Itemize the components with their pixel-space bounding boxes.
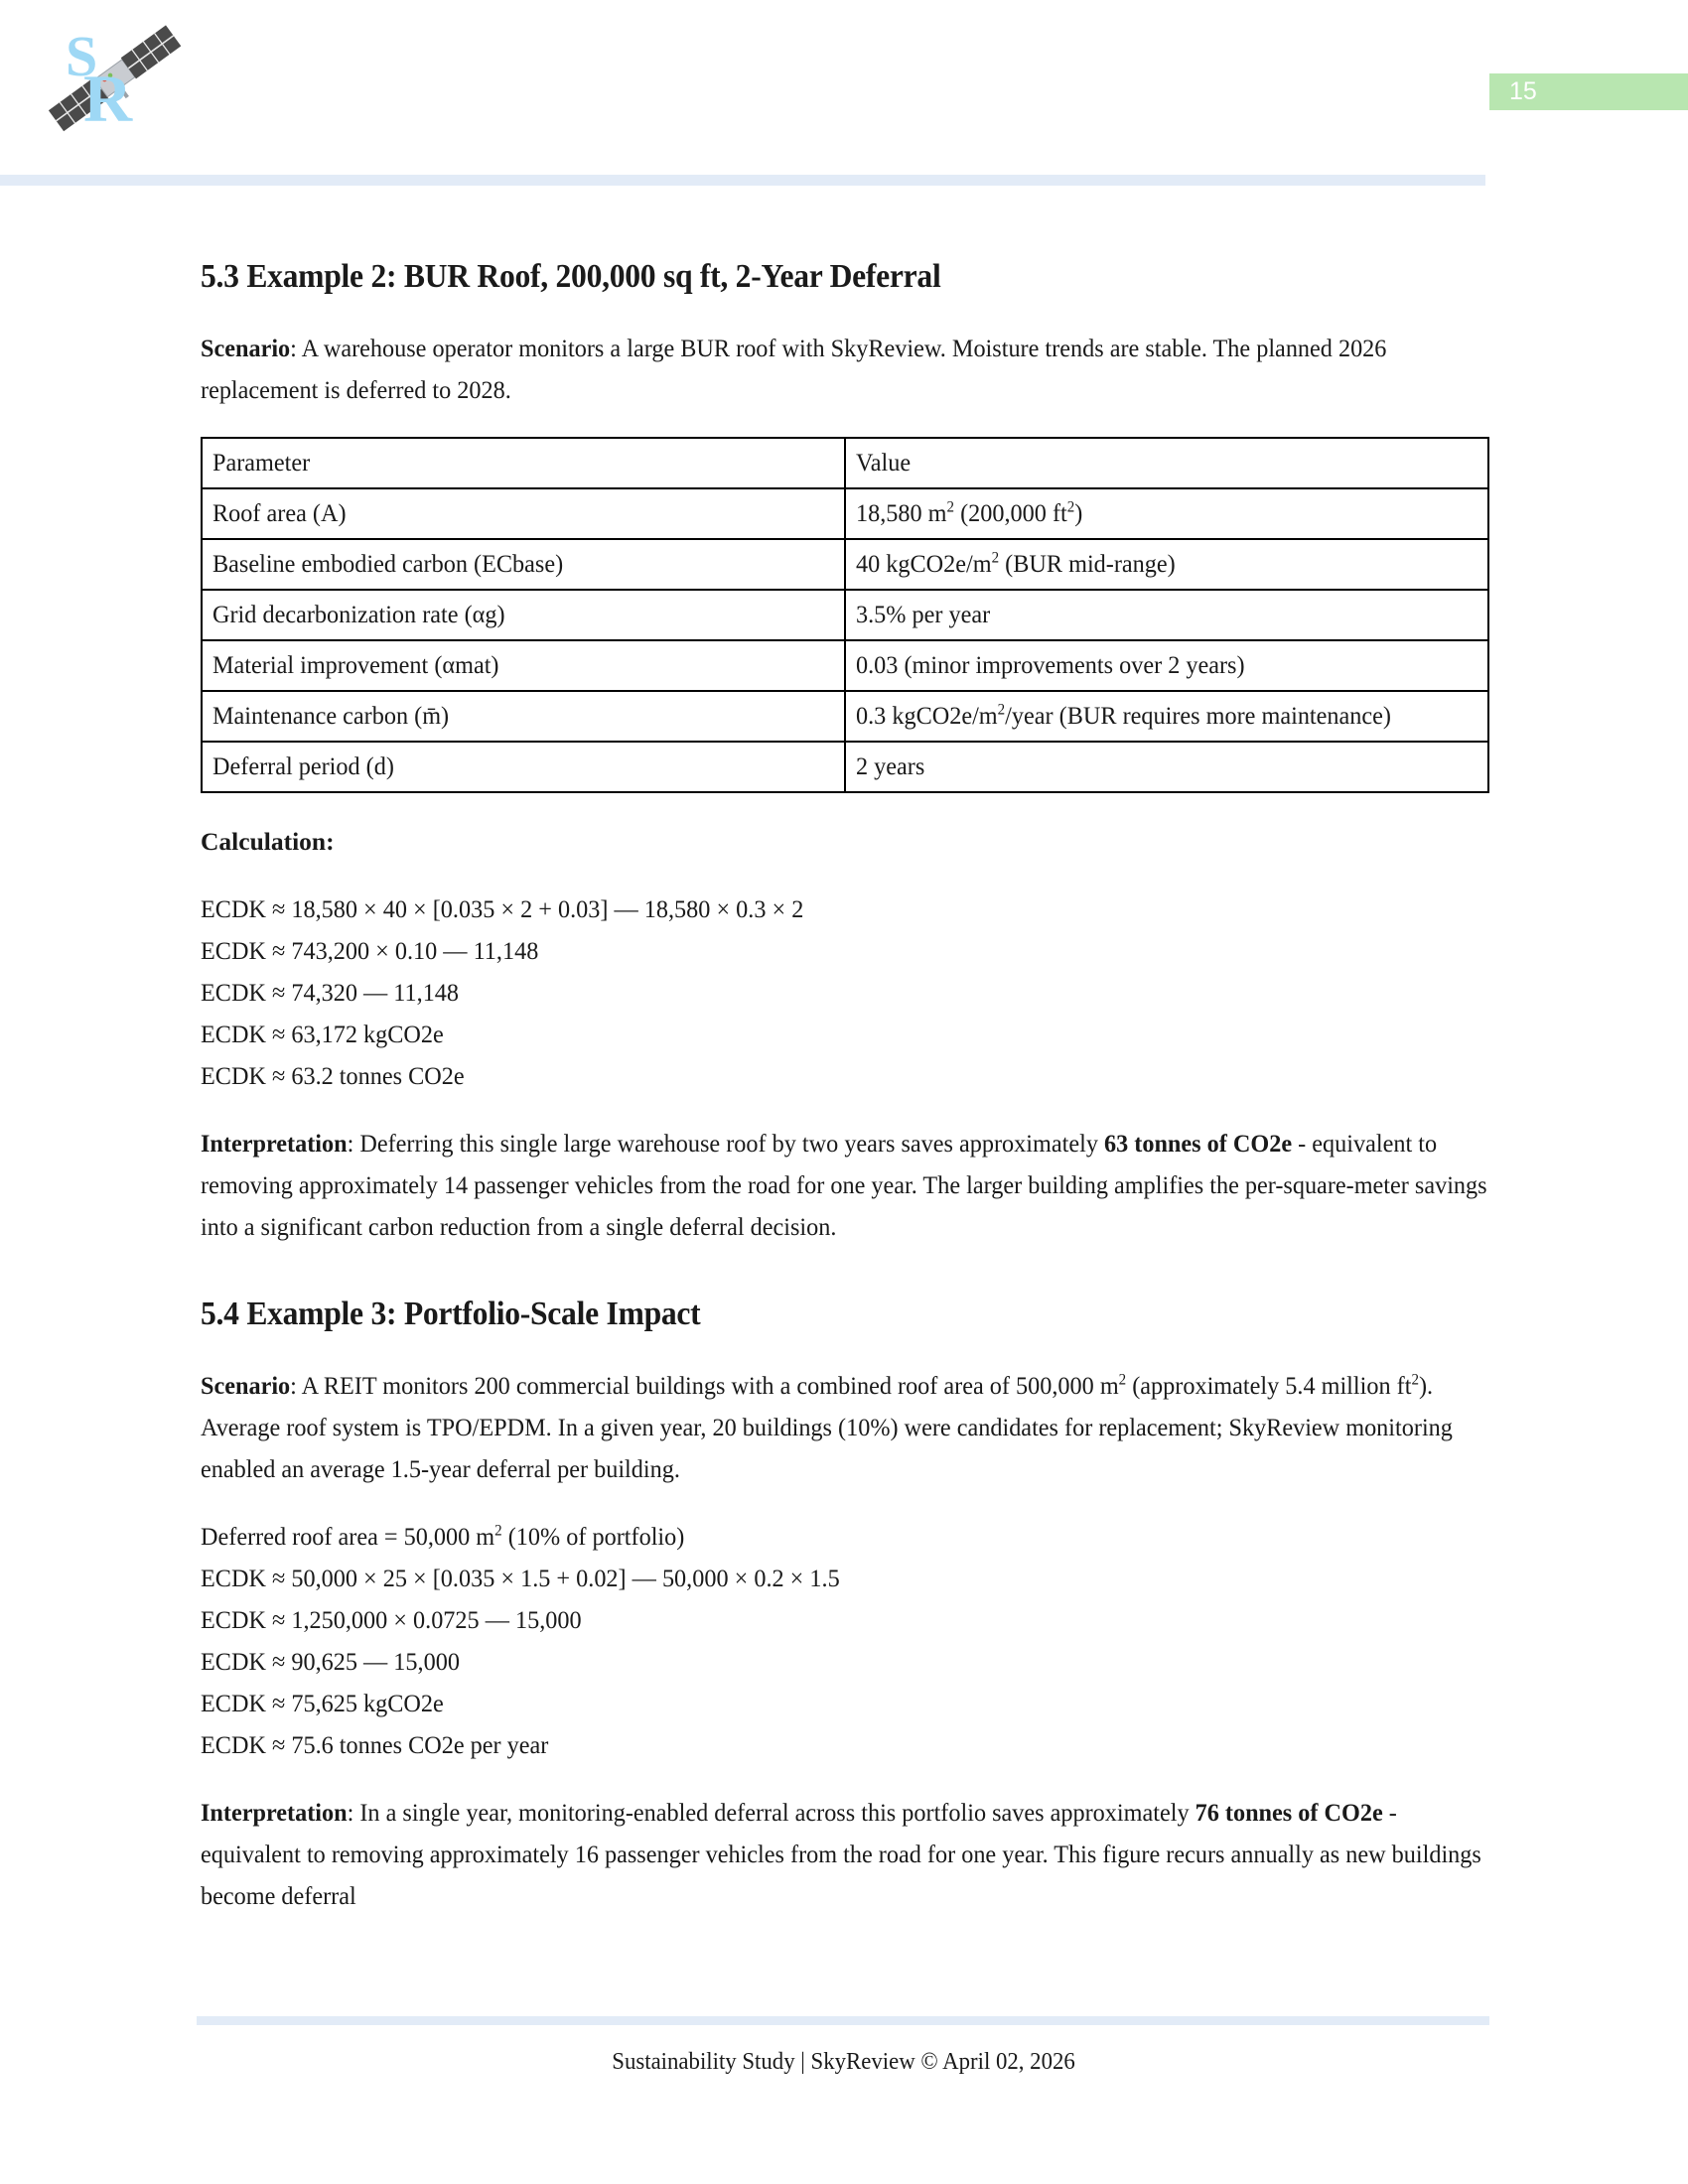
interpretation-paragraph-53 [201,1123,1491,1248]
page-header [0,0,1688,189]
table-header-row [202,438,1488,488]
table-row [202,742,1488,792]
cell-value [845,691,1488,742]
page-footer [0,2045,1688,2079]
deferred-area-line [201,1516,1427,1558]
deferred-area-pre: Deferred roof area = 50,000 m [201,1522,495,1551]
calc-line: ECDK ≈ 74,320 — 11,148 [201,978,460,1007]
cell-value [845,590,1488,640]
calc-line: ECDK ≈ 1,250,000 × 0.0725 — 15,000 [201,1605,582,1634]
value-pre: 18,580 m [856,498,947,527]
cell-text: Material improvement (αmat) [212,650,499,679]
scenario-body-3: ). Average roof system is TPO/EPDM. In a given year, 20 buildings (10%) were candidates for replacement; SkyReview monitoring enabled an average 1.5-year deferral per building. [201,1371,1453,1483]
value-pre: 40 kgCO2e/m [856,549,992,578]
interpretation-text-lead: : In a single year, monitoring-enabled deferral across this portfolio saves approximately [347,1798,1196,1827]
interpretation-text-tail: - equivalent to removing approximately 14 passenger vehicles from the road for one year. The larger building amplifies the per-square-meter savings into a significant carbon reduction from a single deferral decision. [201,1129,1487,1241]
cell-parameter [202,590,845,640]
cell-value [845,488,1488,539]
calculation-label: Calculation: [201,827,335,856]
page-number-badge: 15 [1489,73,1688,110]
value-mid: (BUR mid-range) [999,549,1176,578]
header-cell-text: Parameter [212,448,311,477]
interpretation-paragraph-54 [201,1792,1491,1917]
superscript: 2 [1066,498,1075,516]
value-post: ) [1074,498,1083,527]
cell-parameter [202,691,845,742]
cell-value [845,539,1488,590]
superscript: 2 [1118,1371,1127,1389]
skyreview-satellite-logo [40,18,189,147]
document-content [201,256,1491,1943]
parameter-table [201,437,1489,793]
footer-text: Sustainability Study | SkyReview © April 02, 2026 [612,2049,1076,2075]
calc-line: ECDK ≈ 75,625 kgCO2e [201,1689,444,1717]
superscript: 2 [494,1522,502,1540]
table-header-parameter [202,438,845,488]
calc-line: ECDK ≈ 63,172 kgCO2e [201,1020,444,1048]
cell-text [856,494,1476,532]
superscript: 2 [991,549,1000,567]
calc-line: ECDK ≈ 18,580 × 40 × [0.035 × 2 + 0.03] — 18,580 × 0.3 × 2 [201,894,804,923]
superscript: 2 [1411,1371,1419,1389]
page-title-section-53: 5.3 Example 2: BUR Roof, 200,000 sq ft, 2-Year Deferral [201,258,941,295]
interpretation-text-tail: - equivalent to removing approximately 16 passenger vehicles from the road for one year. This figure recurs annually as new buildings become deferral [201,1798,1481,1910]
cell-text: 3.5% per year [856,600,991,628]
value-pre: 0.3 kgCO2e/m [856,701,998,730]
scenario-body-2: (approximately 5.4 million ft [1126,1371,1412,1400]
scenario-label: Scenario [201,1371,291,1400]
calc-line: ECDK ≈ 75.6 tonnes CO2e per year [201,1730,549,1759]
table-row [202,640,1488,691]
cell-value [845,742,1488,792]
header-cell-text: Value [856,448,912,477]
table-row [202,590,1488,640]
scenario-label: Scenario [201,334,291,362]
calc-line: ECDK ≈ 743,200 × 0.10 — 11,148 [201,936,539,965]
table-row [202,691,1488,742]
calc-line: ECDK ≈ 90,625 — 15,000 [201,1647,460,1676]
table-row [202,539,1488,590]
scenario-paragraph-53 [201,328,1491,411]
cell-text: Deferral period (d) [212,751,394,780]
header-divider [0,175,1485,186]
superscript: 2 [997,701,1006,719]
cell-parameter [202,488,845,539]
table-row [202,488,1488,539]
interpretation-highlight: 63 tonnes of CO2e [1103,1129,1293,1158]
cell-text: Grid decarbonization rate (αg) [212,600,505,628]
table-header-value [845,438,1488,488]
calculation-block-1 [201,888,1491,1097]
cell-text: Roof area (A) [212,498,347,527]
cell-text [856,545,1476,583]
cell-text: 0.03 (minor improvements over 2 years) [856,650,1245,679]
logo-letter-r: R [83,61,133,136]
interpretation-text-lead: : Deferring this single large warehouse roof by two years saves approximately [347,1129,1104,1158]
scenario-body: : A warehouse operator monitors a large BUR roof with SkyReview. Moisture trends are stable. The planned 2026 replacement is deferred to 2028. [201,334,1387,404]
cell-text: Baseline embodied carbon (ECbase) [212,549,564,578]
superscript: 2 [946,498,955,516]
logo-letter-s: S [66,24,98,88]
cell-text: Maintenance carbon (m̄) [212,701,450,730]
calc-line: ECDK ≈ 50,000 × 25 × [0.035 × 1.5 + 0.02] — 50,000 × 0.2 × 1.5 [201,1564,840,1592]
cell-text [856,697,1476,735]
interpretation-label: Interpretation [201,1129,348,1158]
cell-value [845,640,1488,691]
cell-parameter [202,539,845,590]
cell-parameter [202,742,845,792]
scenario-body-1: : A REIT monitors 200 commercial buildings with a combined roof area of 500,000 m [290,1371,1119,1400]
calculation-block-2 [201,1516,1491,1766]
footer-divider [197,2016,1489,2025]
page-title-section-54: 5.4 Example 3: Portfolio-Scale Impact [201,1296,701,1332]
value-mid: (200,000 ft [954,498,1067,527]
deferred-area-post: (10% of portfolio) [501,1522,685,1551]
calc-line: ECDK ≈ 63.2 tonnes CO2e [201,1061,465,1090]
value-mid: /year (BUR requires more maintenance) [1005,701,1391,730]
scenario-paragraph-54 [201,1365,1491,1490]
cell-parameter [202,640,845,691]
interpretation-label: Interpretation [201,1798,348,1827]
interpretation-highlight: 76 tonnes of CO2e [1195,1798,1383,1827]
cell-text: 2 years [856,751,925,780]
